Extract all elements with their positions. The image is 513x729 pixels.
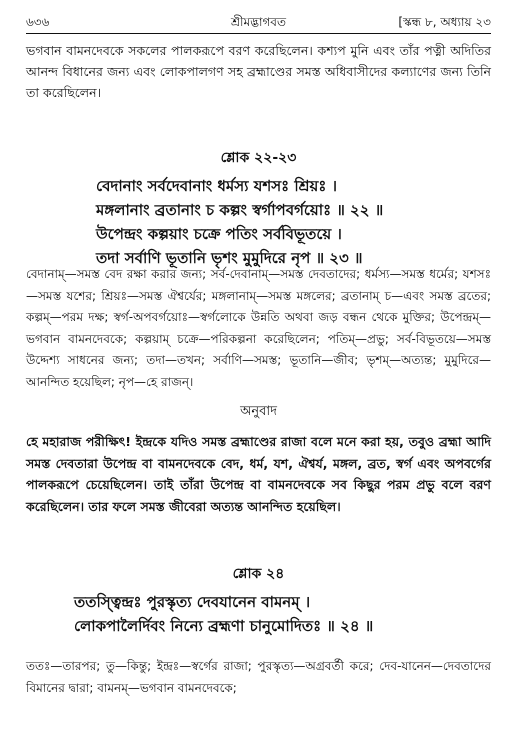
synonyms-text: বেদানাম্—সমস্ত বেদ রক্ষা করার জন্য; সর্ব-দেবানাম্—সমস্ত দেবতাদের; ধর্মস্য—সমস্ত ধর্মের; যশসঃ—সমস্ত যশের; শ্রিয়ঃ—সমস্ত ঐশ্বর্যের; মঙ্গলানাম্—সমস্ত মঙ্গলের; ব্রতানাম্ চ—এবং সমস্ত ব্রতের; কল্পম্—পরম দক্ষ; স্বর্গ-অপবর্গয়োঃ—স্বর্গলোকে উন্নতি অথবা জড় বন্ধন থেকে মুক্তির; উপেন্দ্রম্—ভগবান বামনদেবকে; কল্পয়াম্ চক্রে—পরিকল্পনা করেছিলেন; পতিম্—প্রভু; সর্ব-বিভূতয়ে—সমস্ত উদ্দেশ্য সাধনের জন্য; তদা—তখন; সর্বাণি—সমস্ত; ভূতানি—জীব; ভৃশম্—অত্যন্ত; মুমুদিরে—আনন্দিত হয়েছিল; নৃপ—হে রাজন্। <box>26 267 491 389</box>
section-reference: [স্কন্ধ ৮, অধ্যায় ২৩ <box>398 15 491 29</box>
intro-block <box>26 40 491 103</box>
translation-text: হে মহারাজ পরীক্ষিৎ! ইন্দ্রকে যদিও সমস্ত ব্রহ্মাণ্ডের রাজা বলে মনে করা হয়, তবুও ব্রহ্মা আদি সমস্ত দেবতারা উপেন্দ্র বা বামনদেবকে বেদ, ধর্ম, যশ, ঐশ্বর্য, মঙ্গল, ব্রত, স্বর্গ এবং অপবর্গের পালকরূপে চেয়েছিলেন। তাই তাঁরা উপেন্দ্র বা বামনদেবকে সব কিছুর পরম প্রভু বলে বরণ করেছিলেন। তার ফলে সমস্ত জীবেরা অত্যন্ত আনন্দিত হয়েছিল। <box>26 434 491 514</box>
verse-22-23-heading: শ্লোক ২২-২৩ <box>220 150 297 166</box>
synonyms-24 <box>26 656 491 699</box>
synonyms-22-23 <box>26 264 491 393</box>
header-rule <box>26 33 491 34</box>
verse-22-23-text <box>26 174 491 270</box>
translation-block <box>26 402 491 517</box>
verse-24-block <box>26 562 491 638</box>
page-number: ৬৩৬ <box>26 15 50 29</box>
verse-line: তদা সর্বাণি ভূতানি ভৃশং মুমুদিরে নৃপ ॥ ২৩ ॥ <box>96 249 363 267</box>
verse-line: ততস্ত্বিন্দ্রঃ পুরস্কৃত্য দেবযানেন বামনম্ । <box>74 593 311 611</box>
book-title: শ্রীমদ্ভাগবত <box>230 15 286 29</box>
page-header <box>26 12 491 32</box>
translation-heading: অনুবাদ <box>240 404 277 419</box>
verse-24-heading: শ্লোক ২৪ <box>232 566 285 582</box>
verse-22-23-block <box>26 146 491 270</box>
intro-paragraph: ভগবান বামনদেবকে সকলের পালকরূপে বরণ করেছিলেন। কশ্যপ মুনি এবং তাঁর পত্নী অদিতির আনন্দ বিধানের জন্য এবং লোকপালগণ সহ ব্রহ্মাণ্ডের সমস্ত অধিবাসীদের কল্যাণের জন্য তিনি তা করেছিলেন। <box>26 43 491 100</box>
verse-line: লোকপালৈর্দিবং নিন্যে ব্রহ্মণা চানুমোদিতঃ ॥ ২৪ ॥ <box>74 617 374 635</box>
verse-line: বেদানাং সর্বদেবানাং ধর্মস্য যশসঃ শ্রিয়ঃ । <box>96 177 337 195</box>
synonyms-text: ততঃ—তারপর; তু—কিন্তু; ইন্দ্রঃ—স্বর্গের রাজা; পুরস্কৃত্য—অগ্রবর্তী করে; দেব-যানেন—দেবতাদের বিমানের দ্বারা; বামনম্—ভগবান বামনদেবকে; <box>26 659 491 695</box>
verse-24-text <box>26 590 491 638</box>
verse-line: মঙ্গলানাং ব্রতানাং চ কল্পং স্বর্গাপবর্গয়োঃ ॥ ২২ ॥ <box>96 201 384 219</box>
verse-line: উপেন্দ্রং কল্পয়াং চক্রে পতিং সর্ববিভূতয়ে । <box>96 225 342 243</box>
